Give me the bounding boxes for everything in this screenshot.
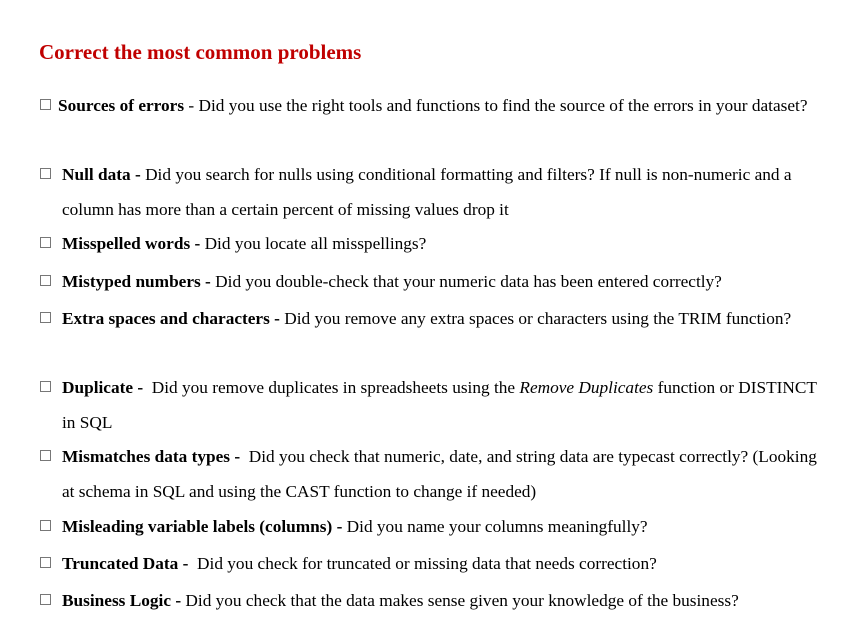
checklist-item-text [62,371,820,440]
item-separator [143,378,152,397]
page-title: Correct the most common problems [39,40,362,64]
checkbox-icon[interactable] [40,520,51,531]
item-description-after: function or DISTINCT in SQL [62,378,821,432]
checkbox-icon[interactable] [40,275,51,286]
item-label: Extra spaces and characters - [62,309,280,328]
checkbox-icon[interactable] [40,594,51,605]
checklist-item-text [62,584,820,619]
item-label: Duplicate - [62,378,144,397]
checklist-item-text [58,89,820,124]
checkbox-icon[interactable] [40,381,51,392]
checklist-item-mistyped-numbers [40,265,820,300]
item-label: Truncated Data - [62,554,189,573]
checkbox-icon[interactable] [40,450,51,461]
checklist-item-business-logic [40,584,820,619]
item-description: Did you search for nulls using conditional formatting and filters? If null is non-numeric and a column has more than a certain percent of missing values drop it [62,165,792,219]
item-separator [240,447,249,466]
checklist-item-extra-spaces [40,302,820,337]
checklist-item-sources-of-errors [40,89,820,124]
item-label: Misleading variable labels (columns) - [62,517,343,536]
item-description: Did you use the right tools and functions to find the source of the errors in your dataset? [198,96,808,115]
item-description-before: Did you remove duplicates in spreadsheets using the [151,378,520,397]
checkbox-icon[interactable] [40,557,51,568]
item-description: Did you check for truncated or missing data that needs correction? [197,554,657,573]
item-label: Mismatches data types - [62,447,241,466]
checklist-item-null-data [40,158,820,227]
checklist-item-text [62,440,820,509]
checklist-item-text [62,227,820,262]
checklist-item-text [62,302,820,337]
item-description: Did you double-check that your numeric data has been entered correctly? [215,272,722,291]
checkbox-icon[interactable] [40,99,51,110]
checklist-item-misleading-labels [40,510,820,545]
checklist-item-text [62,265,820,300]
checklist-item-truncated-data [40,547,820,582]
item-description-italic: Remove Duplicates [519,378,654,397]
checkbox-icon[interactable] [40,237,51,248]
item-label: Misspelled words - [62,234,201,253]
checklist-item-text [62,158,820,227]
item-label: Business Logic - [62,591,182,610]
item-description: Did you remove any extra spaces or characters using the TRIM function? [284,309,792,328]
item-separator: - [184,96,199,115]
checkbox-icon[interactable] [40,168,51,179]
checklist-item-misspelled-words [40,227,820,262]
item-separator [188,554,197,573]
item-label: Null data - [62,165,141,184]
checklist-item-text [62,510,820,545]
checkbox-icon[interactable] [40,312,51,323]
item-description: Did you check that numeric, date, and string data are typecast correctly? (Looking at schema in SQL and using the CAST function to change if needed) [62,447,822,501]
checklist-item-mismatched-data-types [40,440,820,509]
item-label: Sources of errors [58,96,185,115]
checklist-item-text [62,547,820,582]
item-description: Did you check that the data makes sense given your knowledge of the business? [185,591,739,610]
checklist-item-duplicate [40,371,820,440]
item-description: Did you name your columns meaningfully? [346,517,648,536]
item-label: Mistyped numbers - [62,272,211,291]
item-description: Did you locate all misspellings? [204,234,427,253]
